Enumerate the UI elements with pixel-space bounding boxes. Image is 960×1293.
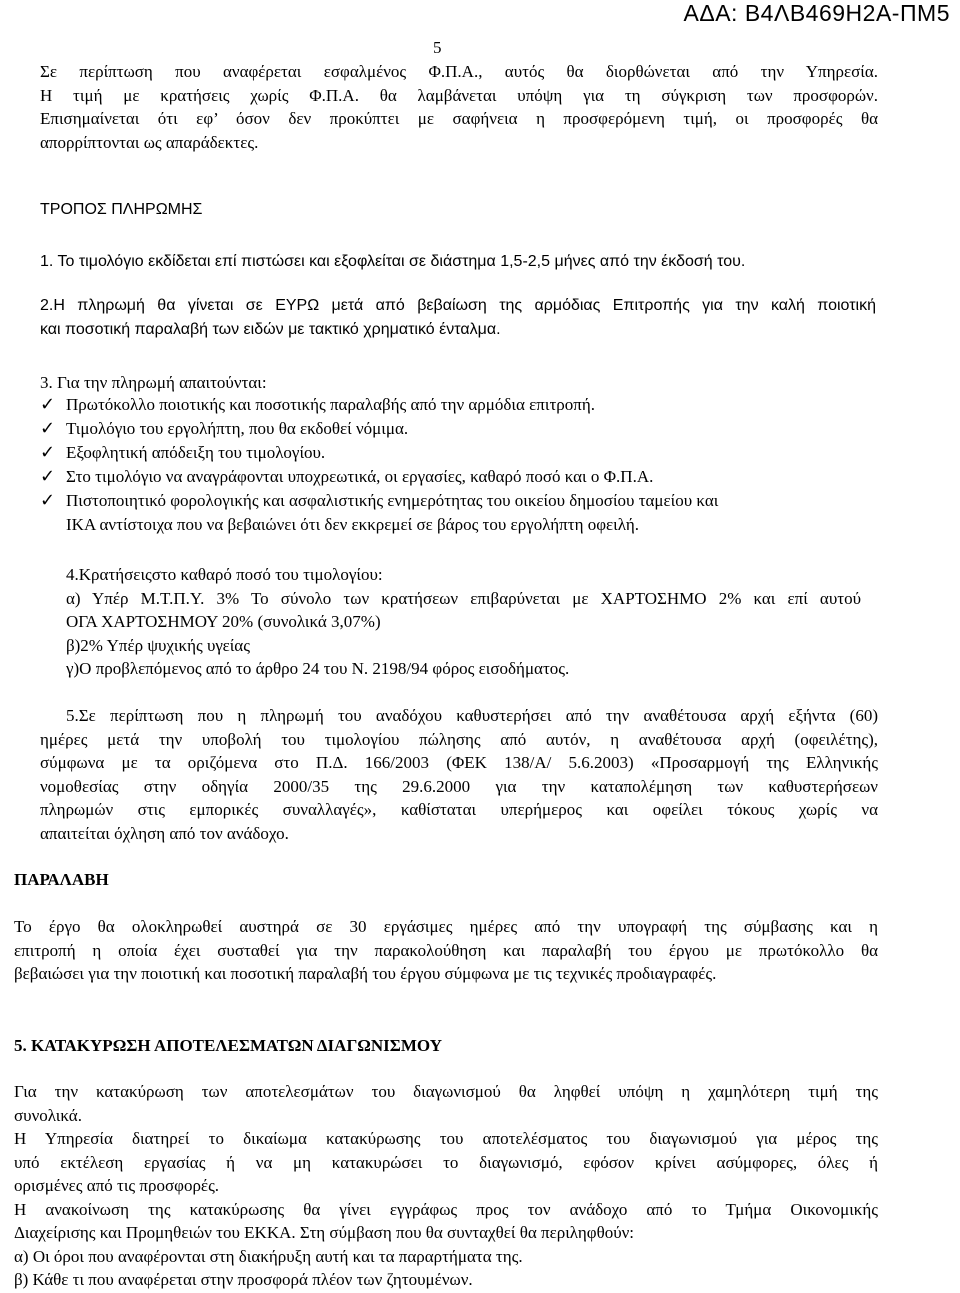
award-line: ορισμένες από τις προσφορές. bbox=[14, 1176, 220, 1195]
check-icon: ✓ bbox=[40, 442, 56, 463]
check-icon: ✓ bbox=[40, 490, 56, 511]
withholdings-line: α) Υπέρ Μ.Τ.Π.Υ. 3% Το σύνολο των κρατήσεων επιβαρύνεται με ΧΑΡΤΟΣΗΜΟ 2% και επί αυτού bbox=[66, 588, 861, 608]
late-payment-line: απαιτείται όχληση από τον ανάδοχο. bbox=[40, 823, 289, 843]
check-icon: ✓ bbox=[40, 418, 56, 439]
intro-line: Η τιμή με κρατήσεις χωρίς Φ.Π.Α. θα λαμβάνεται υπόψη για τη σύγκριση των προσφορών. bbox=[40, 85, 878, 105]
intro-paragraph bbox=[40, 60, 878, 154]
receipt-line: βεβαιώσει για την ποιοτική και ποσοτική παραλαβή του έργου σύμφωνα με τις τεχνικές προδιαγραφές. bbox=[14, 964, 717, 983]
withholdings-line: β)2% Υπέρ ψυχικής υγείας bbox=[66, 635, 250, 655]
award-line: συνολικά. bbox=[14, 1105, 82, 1125]
intro-line: Επισημαίνεται ότι εφ’ όσον δεν προκύπτει με σαφήνεια η προσφερόμενη τιμή, οι προσφορές θα bbox=[40, 109, 878, 128]
intro-line: απορρίπτονται ως απαράδεκτες. bbox=[40, 132, 259, 152]
payment-item-1: 1. Το τιμολόγιο εκδίδεται επί πιστώσει και εξοφλείται σε διάστημα 1,5-2,5 μήνες από την έκδοσή του. bbox=[40, 253, 746, 270]
award-line: υπό εκτέλεση εργασίας ή να μη κατακυρώσει το διαγωνισμό, εφόσον κρίνει ασύμφορες, όλες ή bbox=[14, 1152, 878, 1172]
withholdings-line: γ)Ο προβλεπόμενος από το άρθρο 24 του Ν. 2198/94 φόρος εισοδήματος. bbox=[66, 659, 570, 678]
award-line: β) Κάθε τι που αναφέρεται στην προσφορά πλέον των ζητουμένων. bbox=[14, 1270, 473, 1289]
late-payment-line: πληρωμών στις εμπορικές συναλλαγές», καθίσταται υπερήμερος και οφείλει τόκους χωρίς να bbox=[40, 800, 878, 819]
award-line: α) Οι όροι που αναφέρονται στη διακήρυξη αυτή και τα παραρτήματα της. bbox=[14, 1246, 523, 1266]
award-paragraph bbox=[14, 1080, 878, 1292]
award-line: Η ανακοίνωση της κατακύρωσης θα γίνει εγγράφως προς τον ανάδοχο από το Τμήμα Οικονομικής bbox=[14, 1199, 878, 1219]
check-icon: ✓ bbox=[40, 466, 56, 487]
withholdings-line: ΟΓΑ ΧΑΡΤΟΣΗΜΟΥ 20% (συνολικά 3,07%) bbox=[66, 612, 381, 631]
award-heading: 5. ΚΑΤΑΚΥΡΩΣΗ ΑΠΟΤΕΛΕΣΜΑΤΩΝ ΔΙΑΓΩΝΙΣΜΟΥ bbox=[14, 1036, 442, 1055]
ada-code: ΑΔΑ: Β4ΛΒ469Η2Α-ΠΜ5 bbox=[683, 0, 950, 26]
receipt-paragraph bbox=[14, 915, 878, 986]
award-line: Για την κατακύρωση των αποτελεσμάτων του διαγωνισμού θα ληφθεί υπόψη η χαμηλότερη τιμή της bbox=[14, 1082, 878, 1101]
page-number: 5 bbox=[433, 38, 442, 57]
payment-item-3-intro: 3. Για την πληρωμή απαιτούνται: bbox=[40, 373, 267, 392]
late-payment-line: νομοθεσίας στην οδηγία 2000/35 της 29.6.2000 για την καταπολέμηση των καθυστερήσεων bbox=[40, 776, 878, 796]
late-payment-paragraph bbox=[40, 704, 878, 845]
receipt-line: επιτροπή η οποία έχει συσταθεί για την παρακολούθηση και παραλαβή του έργου με πρωτόκολλο θα bbox=[14, 940, 878, 960]
withholdings-line: 4.Κρατήσειςστο καθαρό ποσό του τιμολογίου: bbox=[66, 565, 383, 584]
withholdings-block bbox=[66, 563, 861, 681]
payment-heading: ΤΡΟΠΟΣ ΠΛΗΡΩΜΗΣ bbox=[40, 201, 203, 218]
document-page: ΑΔΑ: Β4ΛΒ469Η2Α-ΠΜ5 5 Σε περίπτωση που αναφέρεται εσφαλμένος Φ.Π.Α., αυτός θα διορθώνεται από την Υπηρεσία. Η τιμή με κρατήσεις χωρίς Φ.Π.Α. θα λαμβάνεται υπόψη για τη σύγκριση των προσφορών. Επισημαίνεται ότι εφ’ όσον δεν προκύπτει με σαφήνεια η προσφερόμενη τιμή, οι προσφορές θα απορρίπτονται ως απαράδεκτες. ΤΡΟΠΟΣ ΠΛΗΡΩΜΗΣ 1. Το τιμολόγιο εκδίδεται επί πιστώσει και εξοφλείται σε διάστημα 1,5-2,5 μήνες από την έκδοσή του. 2.Η πληρωμή θα γίνεται σε ΕΥΡΩ μετά από βεβαίωση της αρμόδιας Επιτροπής για την καλή ποιοτική και ποσοτική παραλαβή των ειδών με τακτικό χρηματικό ένταλμα. 3. Για την πληρωμή απαιτούνται: ✓ Πρωτόκολλο ποιοτικής και ποσοτικής παραλαβής από την αρμόδια επιτροπή. ✓ Τιμολόγιο του εργολήπτη, που θα εκδοθεί νόμιμα. ✓ Εξοφλητική απόδειξη του τιμολογίου. ✓ Στο τιμολόγιο να αναγράφονται υποχρεωτικά, οι εργασίες, καθαρό ποσό και ο Φ.Π.Α. ✓ Πιστοποιητικό φορολογικής και ασφαλιστικής ενημερότητας του οικείου δημοσίου ταμείου και ΙΚΑ αντίστοιχα που να βεβαιώνει ότι δεν εκκρεμεί σε βάρος του εργολήπτη οφειλή. 4.Κρατήσειςστο καθαρό ποσό του τιμολογίου: α) Υπέρ Μ.Τ.Π.Υ. 3% Το σύνολο των κρατήσεων επιβαρύνεται με ΧΑΡΤΟΣΗΜΟ 2% και επί αυτού ΟΓΑ ΧΑΡΤΟΣΗΜΟΥ 20% (συνολικά 3,07%) β)2% Υπέρ ψυχικής υγείας γ)Ο προβλεπόμενος από το άρθρο 24 του Ν. 2198/94 φόρος εισοδήματος. 5.Σε περίπτωση που η πληρωμή του αναδόχου καθυστερήσει από την αναθέτουσα αρχή εξήντα (60) ημέρες μετά την υποβολή του τιμολογίου πώλησης από αυτόν, η αναθέτουσα αρχή (οφειλέτης), σύμφωνα με τα οριζόμενα στο Π.Δ. 166/2003 (ΦΕΚ 138/Α/ 5.6.2003) «Προσαρμογή της Ελληνικής νομοθεσίας στην οδηγία 2000/35 της 29.6.2000 για την καταπολέμηση των καθυστερήσεων πληρωμών στις εμπορικές συναλλαγές», καθίσταται υπερήμερος και οφείλει τόκους χωρίς να απαιτείται όχληση από τον ανάδοχο. ΠΑΡΑΛΑΒΗ Το έργο θα ολοκληρωθεί αυστηρά σε 30 εργάσιμες ημέρες από την υπογραφή της σύμβασης και η επιτροπή η οποία έχει συσταθεί για την παρακολούθηση και παραλαβή του έργου με πρωτόκολλο θα βεβαιώσει για την ποιοτική και ποσοτική παραλαβή του έργου σύμφωνα με τις τεχνικές προδιαγραφές. 5. ΚΑΤΑΚΥΡΩΣΗ ΑΠΟΤΕΛΕΣΜΑΤΩΝ ΔΙΑΓΩΝΙΣΜΟΥ Για την κατακύρωση των αποτελεσμάτων του διαγωνισμού θα ληφθεί υπόψη η χαμηλότερη τιμή της συνολικά. Η Υπηρεσία διατηρεί το δικαίωμα κατακύρωσης του αποτελέσματος του διαγωνισμού για μέρος της υπό εκτέλεση εργασίας ή να μη κατακυρώσει το διαγωνισμό, εφόσον κρίνει ασύμφορες, όλες ή ορισμένες από τις προσφορές. Η ανακοίνωση της κατακύρωσης θα γίνει εγγράφως προς τον ανάδοχο από το Τμήμα Οικονομικής Διαχείρισης και Προμηθειών του ΕΚΚΑ. Στη σύμβαση που θα συνταχθεί θα περιληφθούν: α) Οι όροι που αναφέρονται στη διακήρυξη αυτή και τα παραρτήματα της. β) Κάθε τι που αναφέρεται στην προσφορά πλέον των ζητουμένων. bbox=[0, 0, 960, 1293]
intro-line: Σε περίπτωση που αναφέρεται εσφαλμένος Φ.Π.Α., αυτός θα διορθώνεται από την Υπηρεσία. bbox=[40, 62, 878, 81]
award-line: Η Υπηρεσία διατηρεί το δικαίωμα κατακύρωσης του αποτελέσματος του διαγωνισμού για μέρος της bbox=[14, 1129, 878, 1148]
check-icon: ✓ bbox=[40, 394, 56, 415]
late-payment-line: ημέρες μετά την υποβολή του τιμολογίου πώλησης από αυτόν, η αναθέτουσα αρχή (οφειλέτης), bbox=[40, 729, 878, 749]
receipt-line: Το έργο θα ολοκληρωθεί αυστηρά σε 30 εργάσιμες ημέρες από την υπογραφή της σύμβασης και η bbox=[14, 917, 878, 936]
payment-item-2: 2.Η πληρωμή θα γίνεται σε ΕΥΡΩ μετά από βεβαίωση της αρμόδιας Επιτροπής για την καλή ποιοτική και ποσοτική παραλαβή των ειδών με τακτικό χρηματικό ένταλμα. bbox=[40, 297, 876, 338]
late-payment-line: 5.Σε περίπτωση που η πληρωμή του αναδόχου καθυστερήσει από την αναθέτουσα αρχή εξήντα (60) bbox=[66, 706, 878, 725]
receipt-heading: ΠΑΡΑΛΑΒΗ bbox=[14, 870, 109, 889]
late-payment-line: σύμφωνα με τα οριζόμενα στο Π.Δ. 166/2003 (ΦΕΚ 138/Α/ 5.6.2003) «Προσαρμογή της Ελληνικής bbox=[40, 753, 878, 772]
award-line: Διαχείρισης και Προμηθειών του ΕΚΚΑ. Στη σύμβαση που θα συνταχθεί θα περιληφθούν: bbox=[14, 1223, 635, 1242]
